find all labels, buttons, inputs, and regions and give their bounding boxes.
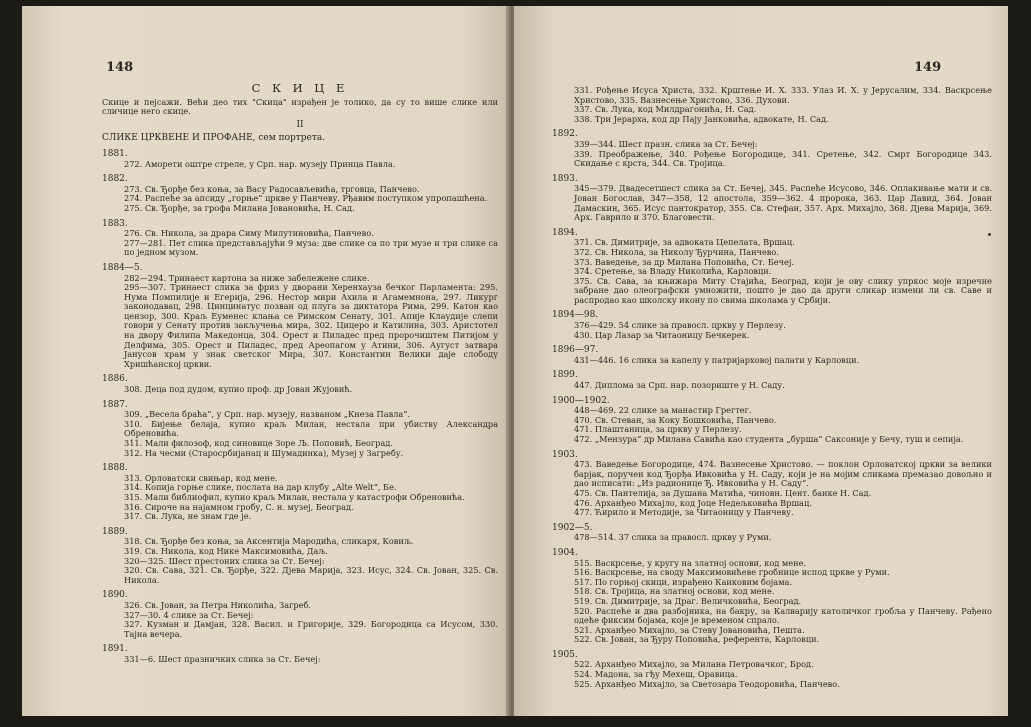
- catalog-entry: 448—469. 22 слике за манастир Грегтег.: [574, 405, 752, 416]
- page-number-left: 148: [106, 60, 134, 75]
- year-heading: 1884—5.: [102, 262, 143, 273]
- catalog-entry: 327. Кузман и Дамјан, 328. Васил. и Григорије, 329. Богородица са Исусом, 330. Тајна вечера.: [124, 619, 498, 639]
- catalog-entry: 472. „Мензура“ др Милана Савића као студента „бурша“ Саксоније у Бечу, туш и сепија.: [574, 434, 964, 444]
- catalog-entry: 338. Три Јерарха, код др Пају Јанковића, адвокате, Н. Сад.: [574, 113, 829, 124]
- year-heading: 1899.: [552, 370, 578, 381]
- year-heading: 1892.: [552, 129, 578, 140]
- catalog-entry: 470. Св. Стеван, за Коку Бошковића, Панчево.: [574, 414, 777, 425]
- year-heading: 1903.: [552, 449, 578, 460]
- left-entries: [102, 150, 498, 665]
- catalog-entry: 476. Арханђео Михајло, код Јоце Недељковића Вршац.: [574, 497, 812, 508]
- catalog-entry: 521. Арханђео Михајло, за Стеву Јовановића, Пешта.: [574, 624, 805, 635]
- year-heading: 1894.: [552, 227, 578, 238]
- catalog-entry: 317. Св. Лука, не знам где је.: [124, 511, 252, 522]
- catalog-entry: 318. Св. Ђорђе без коња, за Аксентија Мародића, сликаря, Ковиљ.: [124, 536, 414, 547]
- catalog-entry: 310. Бијење белаја, купио краљ Милан, нестала при убиству Александра Обреновића.: [124, 418, 498, 439]
- year-heading: 1888.: [102, 463, 128, 474]
- year-heading: 1882.: [102, 174, 128, 185]
- catalog-entry: 371. Св. Димитрије, за адвоката Цепелата, Вршац.: [574, 237, 795, 248]
- year-heading: 1893.: [552, 173, 578, 184]
- catalog-entry: 519. Св. Димитрије, за Драг. Величковића, Београд.: [574, 595, 802, 606]
- catalog-entry: 275. Св. Ђорђе, за грофа Милана Јовановића, Н. Сад.: [124, 202, 355, 213]
- catalog-entry: 315. Мали библиофил, купио краљ Милан, нестала у катастрофи Обреновића.: [124, 491, 465, 502]
- roman-numeral: II: [296, 119, 304, 130]
- catalog-entry: 515. Васкрсење, у кругу на златној основи, код мене.: [574, 557, 807, 568]
- catalog-entry: 374. Сретење, за Владу Николића, Карловци.: [574, 266, 772, 277]
- catalog-entry: 277—281. Пет слика представљајући 9 муза: две слике са по три музе и три слике са по једном музом.: [124, 237, 498, 258]
- catalog-entry: 320. Св. Сава, 321. Св. Ђорђе, 322. Дјева Марија, 323. Исус, 324. Св. Јован, 325. Св. Никола.: [124, 565, 498, 585]
- catalog-entry: 273. Св. Ђорђе без коња, за Васу Радосављевића, трговца, Панчево.: [124, 183, 420, 194]
- catalog-entry: 316. Сироче на најамном гробу, С. н. музеј, Београд.: [124, 501, 354, 512]
- catalog-entry: 516. Васкрсење, на своду Максимовићеве гробнице испод цркве у Руми.: [574, 567, 890, 578]
- catalog-entry: 308. Деца под дудом, купио проф. др Јован Жујовић.: [124, 384, 353, 395]
- catalog-entry: 430. Цар Лазар за Читаоницу Бечкерек.: [574, 329, 750, 340]
- catalog-entry: 477. Ћирило и Методије, за Читаоницу у Панчеву.: [574, 507, 794, 518]
- catalog-entry: 345—379. Двадесетшест слика за Ст. Бечеј, 345. Распеће Исусово, 346. Оплакивање мати и св. Јован Богослав, 347—358, 12 апостола, 359—362. 4 пророка, 363. Цар Давид, 364. Јован Дамаскин, 365. Исус пантократор, 355. Св. Стефан, 357. Арх. Михајло, 368. Дјева Марија, 369. Арх. Гаврило и 370. Благовести.: [574, 183, 992, 223]
- catalog-entry: 518. Св. Тројица, на златној основи, код мене.: [574, 586, 775, 597]
- year-heading: 1890.: [102, 590, 128, 601]
- catalog-entry: 475. Св. Пантелија, за Душана Матића, чиновн. Цент. банке Н. Сад.: [574, 487, 872, 498]
- intro-paragraph: Скице и пејсажи. Већи део тих "Скица" израђен је толико, да су то више слике или сличице него скице.: [102, 96, 498, 117]
- catalog-entry: 375. Св. Сава, за књижара Миту Стајића, Београд, који је ову слику упркос моје изречне забране дао олеографски умножити, пошто је дао да други сликар измени ли св. Саве и распродао као школску икону по свима школама у Србији.: [574, 275, 992, 305]
- catalog-entry: 524. Мадона, за гђу Мехеш, Оравица.: [574, 669, 738, 680]
- right-page: [514, 6, 1008, 716]
- catalog-entry: 312. На чесми (Старосрбијанац и Шумадинка), Музеј у Загребу.: [124, 447, 404, 458]
- catalog-entry: 471. Плаштаница, за цркву у Перлезу.: [574, 424, 742, 435]
- left-page: [22, 6, 510, 716]
- catalog-entry: 517. По горњој скици, израђено Каиковим бојама.: [574, 576, 793, 587]
- catalog-entry: 319. Св. Никола, код Нике Максимовића, Даљ.: [124, 545, 328, 556]
- catalog-entry: 295—307. Тринаест слика за фриз у дворани Херенхауза бечког Парламента: 295. Нума Помпилије и Егерија, 296. Нестор мири Ахила и Агамемнона, 297. Ликург законодавац, 298. Цинцинатус позван од плуга за диктатора Рима, 299. Катон као цензор, 300. Краљ Еуменес клања се Римском Сенату, 301. Апије Клаудије слепи говори у Сенату против закључења мира, 302. Цицеро и Катилина, 303. Аристотел на двору Филипа Македонца, 304. Орест и Пиладес пред пророчиштем Питијом у Делфима, 305. Орест и Пиладес, пред Ареопагом у Атини, 306. Аугуст затвара Јанусов храм у знак светског Мира, 307. Константин Велики даје слободу Хришћанској цркви.: [124, 282, 498, 369]
- year-heading: 1887.: [102, 399, 128, 410]
- ink-speck: [988, 233, 991, 236]
- catalog-entry: 313. Орловатски свињар, код мене.: [124, 472, 278, 483]
- catalog-entry: 327—30. 4 слике за Ст. Бечеј:: [124, 609, 254, 620]
- right-entries: [552, 86, 992, 689]
- year-heading: 1881.: [102, 148, 128, 159]
- page-number-right: 149: [914, 60, 942, 75]
- catalog-entry: 309. „Весела браћа“, у Срп. нар. музеју, названом „Кнеза Павла“.: [124, 409, 411, 420]
- page-heading: С К И Ц Е: [251, 81, 349, 95]
- catalog-entry: 311. Мали филозоф, код синовице Зоре Љ. Поповић, Београд.: [124, 438, 393, 448]
- catalog-entry: 331—6. Шест празничких слика за Ст. Бечеј:: [124, 653, 321, 664]
- catalog-entry: 320—325. Шест престоних слика за Ст. Бечеј:: [124, 555, 325, 566]
- year-heading: 1894—98.: [552, 310, 599, 321]
- year-heading: 1883.: [102, 218, 128, 229]
- year-heading: 1904.: [552, 547, 578, 558]
- catalog-entry: 478—514. 37 слика за правосл. цркву у Руми.: [574, 532, 772, 543]
- catalog-entry: 272. Аморети оштре стреле, у Срп. нар. музеју Принца Павла.: [124, 158, 396, 169]
- catalog-entry: 337. Св. Лука, код Милдрагонића, Н. Сад.: [574, 104, 757, 115]
- left-page-text: [102, 80, 498, 664]
- year-heading: 1905.: [552, 649, 578, 660]
- right-page-text: [552, 86, 992, 689]
- catalog-entry: 372. Св. Никола, за Николу Ђурчина, Панчево.: [574, 246, 779, 257]
- catalog-entry: 373. Ваведење, за др Милана Поповића, Ст. Бечеј.: [574, 256, 795, 267]
- catalog-entry: 339. Преображење, 340. Рођење Богородице, 341. Сретење, 342. Смрт Богородице 343. Скидање с крста, 344. Св. Тројица.: [574, 148, 992, 169]
- catalog-entry: 522. Арханђео Михајло, за Милана Петровачког, Брод.: [574, 659, 814, 670]
- year-heading: 1891.: [102, 644, 128, 655]
- catalog-entry: 525. Арханђео Михајло, за Светозара Теодоровића, Панчево.: [574, 678, 840, 689]
- catalog-entry: 473. Ваведење Богородице, 474. Вазнесење Христово. — поклон Орловатској цркви за велики барјак, поручен код Ђорђа Ивковића у Н. Саду, који је на мојим сликама премазао довољно и дао исписати: „Из радионице Ђ. Ивковића у Н. Саду“.: [574, 459, 992, 489]
- catalog-entry: 522. Св. Јован, за Ђуру Поповића, референта, Карловци.: [574, 634, 820, 645]
- year-heading: 1896—97.: [552, 345, 599, 356]
- catalog-entry: 339—344. Шест празн. слика за Ст. Бечеј:: [574, 138, 758, 149]
- catalog-entry: 520. Распеће и два разбојника, на бакру, за Калварију католичког гробља у Панчеву. Рађено одеће фиксим бојама, које је временом спрало.: [574, 605, 992, 626]
- catalog-entry: 274. Распеће за апсиду „горње“ цркве у Панчеву. Рђавим поступком упропашћена.: [124, 193, 488, 204]
- year-heading: 1902—5.: [552, 522, 593, 533]
- catalog-entry: 276. Св. Никола, за драра Симу Милутиновића, Панчево.: [124, 228, 374, 239]
- catalog-entry: 331. Рођење Исуса Христа, 332. Крштење И. Х. 333. Улаз И. Х. у Јерусалим, 334. Васкрсење Христово, 335. Вазнесење Христово, 336. Духови.: [574, 85, 992, 105]
- catalog-entry: 326. Св. Јован, за Петра Николића, Загреб.: [124, 599, 312, 610]
- catalog-entry: 431—446. 16 слика за капелу у патријарховој палати у Карловци.: [574, 354, 860, 365]
- catalog-entry: 282—294. Тринаест картона за ниже забележене слике.: [124, 272, 370, 283]
- year-heading: 1886.: [102, 374, 128, 385]
- catalog-entry: 447. Диплома за Срп. нар. позориште у Н. Саду.: [574, 380, 785, 391]
- year-heading: 1900—1902.: [552, 395, 610, 406]
- year-heading: 1889.: [102, 526, 128, 537]
- catalog-entry: 376—429. 54 слике за правосл. цркву у Перлезу.: [574, 320, 786, 331]
- catalog-entry: 314. Копија горње слике, послата на дар клубу „Alte Welt“, Бе.: [124, 482, 397, 493]
- section-heading: СЛИКЕ ЦРКВЕНЕ И ПРОФАНЕ, сем портрета.: [102, 133, 326, 144]
